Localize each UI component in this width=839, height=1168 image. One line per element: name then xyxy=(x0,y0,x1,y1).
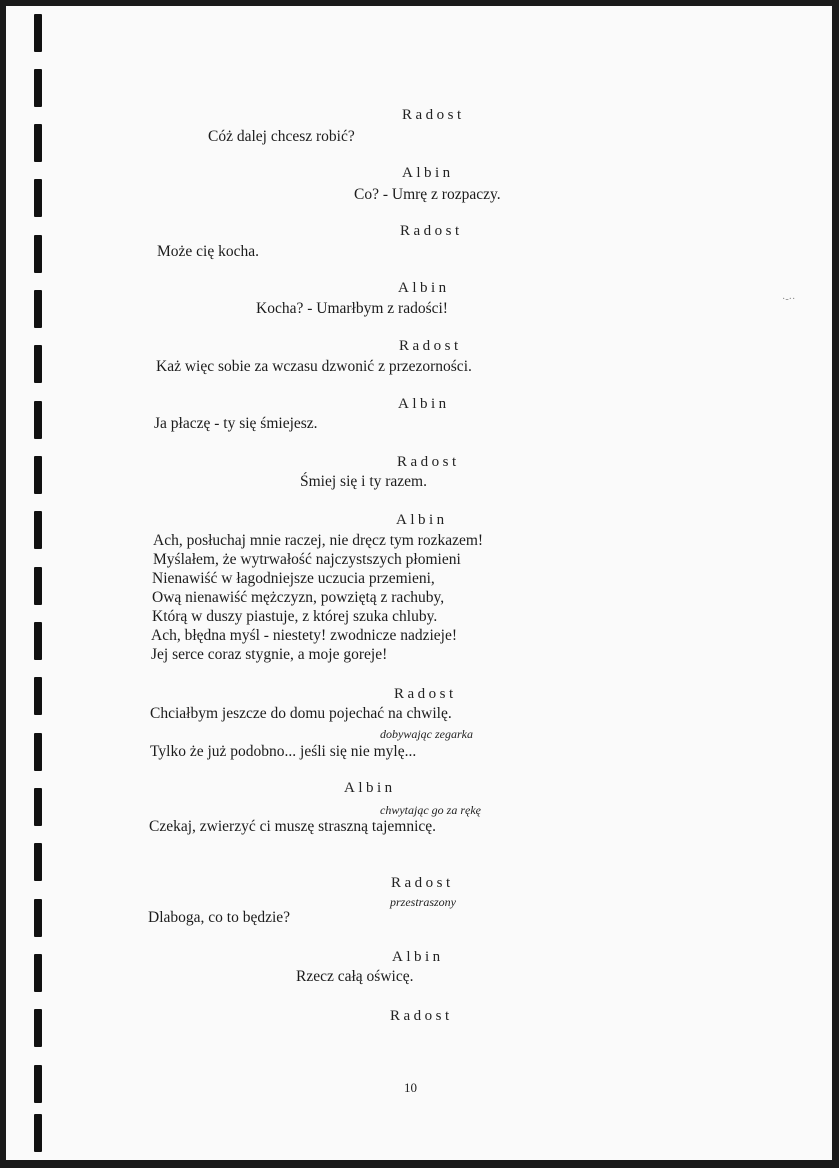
dialogue-line: Myślałem, że wytrwałość najczystszych płomieni xyxy=(153,551,461,568)
binding-hole xyxy=(34,1009,42,1047)
speaker-name: Radost xyxy=(400,223,463,239)
speaker-name: Albin xyxy=(344,780,396,796)
binding-hole xyxy=(34,899,42,937)
binding-hole xyxy=(34,677,42,715)
binding-hole xyxy=(34,954,42,992)
dialogue-line: Co? - Umrę z rozpaczy. xyxy=(354,186,501,203)
binding-holes xyxy=(34,6,44,1160)
speaker-name: Radost xyxy=(394,686,457,702)
binding-hole xyxy=(34,290,42,328)
speaker-name: Albin xyxy=(402,165,454,181)
speaker-name: Radost xyxy=(402,107,465,123)
speaker-name: Radost xyxy=(391,875,454,891)
speaker-name: Albin xyxy=(392,949,444,965)
dialogue-line: Jej serce coraz stygnie, a moje goreje! xyxy=(151,646,388,663)
dialogue-line: Którą w duszy piastuje, z której szuka chluby. xyxy=(152,608,438,625)
stage-direction: przestraszony xyxy=(390,895,457,909)
dialogue-line: Nienawiść w łagodniejsze uczucia przemieni, xyxy=(152,570,435,587)
dialogue-line: Ową nienawiść mężczyzn, powziętą z rachuby, xyxy=(152,589,445,606)
speaker-name: Albin xyxy=(398,280,450,296)
binding-hole xyxy=(34,69,42,107)
binding-hole xyxy=(34,401,42,439)
dialogue-line: Śmiej się i ty razem. xyxy=(300,473,427,490)
stage-direction: dobywając zegarka xyxy=(380,727,473,741)
binding-hole xyxy=(34,456,42,494)
dialogue-line: Kocha? - Umarłbym z radości! xyxy=(256,300,448,317)
stage-direction: chwytając go za rękę xyxy=(380,803,481,817)
speaker-name: Albin xyxy=(398,396,450,412)
dialogue-line: Ach, posłuchaj mnie raczej, nie dręcz tym rozkazem! xyxy=(153,532,484,549)
dialogue-line: Ja płaczę - ty się śmiejesz. xyxy=(154,415,318,432)
dialogue-line: Rzecz całą oświcę. xyxy=(296,968,414,985)
dialogue-line: Dlaboga, co to będzie? xyxy=(148,909,291,926)
dialogue-line: Chciałbym jeszcze do domu pojechać na chwilę. xyxy=(150,705,452,722)
dialogue-line: Ach, błędna myśl - niestety! zwodnicze nadzieje! xyxy=(151,627,458,644)
binding-hole xyxy=(34,179,42,217)
dialogue-line: Cóż dalej chcesz robić? xyxy=(208,128,355,145)
speaker-name: Radost xyxy=(399,338,462,354)
binding-hole xyxy=(34,14,42,52)
binding-hole xyxy=(34,788,42,826)
dialogue-line: Czekaj, zwierzyć ci muszę straszną tajemnicę. xyxy=(149,818,437,835)
page-number: 10 xyxy=(404,1080,417,1095)
speaker-name: Albin xyxy=(396,512,448,528)
speaker-name: Radost xyxy=(397,454,460,470)
dialogue-line: Tylko że już podobno... jeśli się nie mylę... xyxy=(150,743,417,760)
binding-hole xyxy=(34,1114,42,1152)
scan-speck: ·-·· xyxy=(782,294,796,305)
binding-hole xyxy=(34,843,42,881)
document-page xyxy=(6,6,832,1160)
speaker-name: Radost xyxy=(390,1008,453,1024)
dialogue-line: Każ więc sobie za wczasu dzwonić z przezorności. xyxy=(156,358,472,375)
binding-hole xyxy=(34,124,42,162)
binding-hole xyxy=(34,733,42,771)
binding-hole xyxy=(34,511,42,549)
binding-hole xyxy=(34,622,42,660)
binding-hole xyxy=(34,1065,42,1103)
binding-hole xyxy=(34,567,42,605)
binding-hole xyxy=(34,235,42,273)
dialogue-line: Może cię kocha. xyxy=(157,243,259,260)
binding-hole xyxy=(34,345,42,383)
